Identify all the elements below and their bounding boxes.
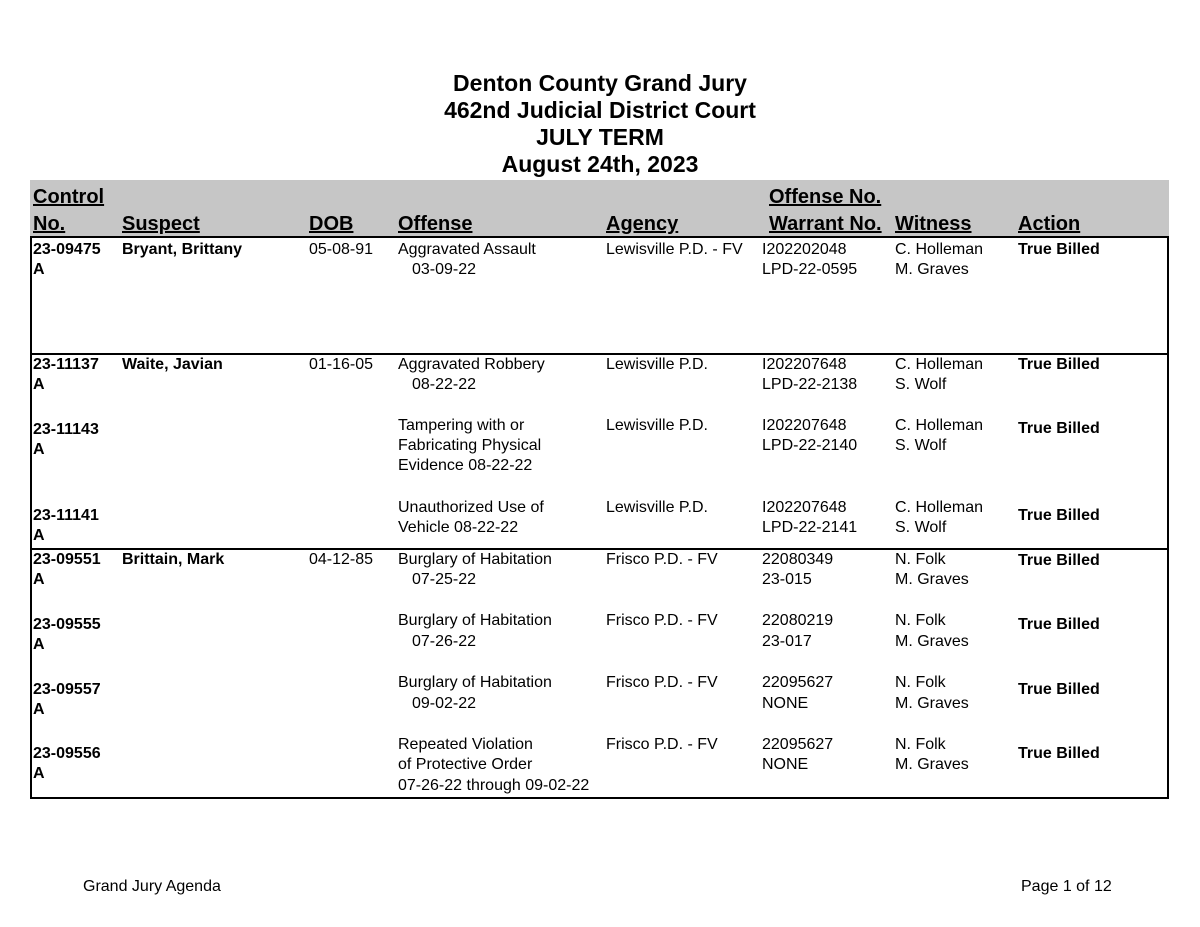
offense-line: Fabricating Physical: [398, 437, 542, 454]
warrant-number: LPD-22-2140: [762, 437, 858, 454]
action-status: True Billed: [1018, 681, 1100, 698]
offense-date: 08-22-22: [412, 376, 477, 393]
footer-agenda-label: Grand Jury Agenda: [83, 878, 221, 895]
offense-number: I202207648: [762, 356, 847, 373]
control-number: 23-09556: [33, 745, 101, 762]
title-line-term: JULY TERM: [536, 124, 664, 150]
witness: M. Graves: [895, 571, 969, 588]
control-suffix: A: [33, 765, 45, 782]
control-number: 23-11143: [33, 421, 99, 438]
witness: N. Folk: [895, 736, 946, 753]
warrant-number: 23-017: [762, 633, 812, 650]
offense-date: 07-26-22: [412, 633, 477, 650]
dob: 05-08-91: [309, 241, 374, 258]
agency: Lewisville P.D.: [606, 356, 708, 373]
agency: Lewisville P.D. - FV: [606, 241, 743, 258]
witness: S. Wolf: [895, 519, 947, 536]
table-header: [30, 180, 1169, 237]
control-suffix: A: [33, 701, 45, 718]
witness: M. Graves: [895, 633, 969, 650]
header-agency: Agency: [606, 213, 679, 235]
offense-line: Evidence 08-22-22: [398, 457, 533, 474]
offense-number: I202207648: [762, 417, 847, 434]
warrant-number: LPD-22-2141: [762, 519, 858, 536]
title-line-county: Denton County Grand Jury: [453, 70, 747, 96]
control-suffix: A: [33, 636, 45, 653]
agency: Frisco P.D. - FV: [606, 674, 718, 691]
offense-number: 22095627: [762, 674, 834, 691]
control-number: 23-09475: [33, 241, 101, 258]
agency: Lewisville P.D.: [606, 417, 708, 434]
action-status: True Billed: [1018, 507, 1100, 524]
warrant-number: LPD-22-2138: [762, 376, 858, 393]
suspect-name: Brittain, Mark: [122, 551, 225, 568]
witness: C. Holleman: [895, 356, 984, 373]
header-control-line2: No.: [33, 213, 66, 235]
action-status: True Billed: [1018, 616, 1100, 633]
offense-number: I202207648: [762, 499, 847, 516]
control-suffix: A: [33, 376, 45, 393]
dob: 01-16-05: [309, 356, 374, 373]
offense-line: of Protective Order: [398, 756, 533, 773]
offense-line: Burglary of Habitation: [398, 612, 552, 629]
warrant-number: NONE: [762, 695, 809, 712]
offense-line: Tampering with or: [398, 417, 525, 434]
control-suffix: A: [33, 261, 45, 278]
offense-date: 03-09-22: [412, 261, 477, 278]
offense-number: 22095627: [762, 736, 834, 753]
warrant-number: NONE: [762, 756, 809, 773]
offense-line: Aggravated Assault: [398, 241, 536, 258]
header-warrant-no: Warrant No.: [769, 213, 882, 235]
offense-line: Repeated Violation: [398, 736, 533, 753]
offense-number: 22080349: [762, 551, 834, 568]
offense-line: 07-26-22 through 09-02-22: [398, 777, 590, 794]
agency: Frisco P.D. - FV: [606, 612, 718, 629]
offense-line: Aggravated Robbery: [398, 356, 545, 373]
header-action: Action: [1018, 213, 1081, 235]
document-title: [0, 70, 1200, 178]
witness: N. Folk: [895, 551, 946, 568]
offense-line: Unauthorized Use of: [398, 499, 544, 516]
witness: N. Folk: [895, 674, 946, 691]
witness: N. Folk: [895, 612, 946, 629]
control-suffix: A: [33, 441, 45, 458]
header-control-line1: Control: [33, 186, 105, 208]
control-suffix: A: [33, 571, 45, 588]
witness: S. Wolf: [895, 376, 947, 393]
offense-number: 22080219: [762, 612, 834, 629]
witness: M. Graves: [895, 261, 969, 278]
header-suspect: Suspect: [122, 213, 200, 235]
action-status: True Billed: [1018, 356, 1100, 373]
warrant-number: 23-015: [762, 571, 812, 588]
control-number: 23-11137: [33, 356, 99, 373]
offense-line: Burglary of Habitation: [398, 674, 552, 691]
witness: M. Graves: [895, 756, 969, 773]
warrant-number: LPD-22-0595: [762, 261, 858, 278]
suspect-name: Bryant, Brittany: [122, 241, 243, 258]
control-number: 23-09551: [33, 551, 101, 568]
offense-number: I202202048: [762, 241, 847, 258]
control-number: 23-11141: [33, 507, 99, 524]
control-number: 23-09557: [33, 681, 101, 698]
indictment-table: [30, 236, 1169, 799]
header-dob: DOB: [309, 213, 354, 235]
offense-date: 09-02-22: [412, 695, 477, 712]
witness: C. Holleman: [895, 241, 984, 258]
footer-page-number: Page 1 of 12: [1021, 878, 1112, 895]
action-status: True Billed: [1018, 241, 1100, 258]
witness: C. Holleman: [895, 417, 984, 434]
offense-line: Burglary of Habitation: [398, 551, 552, 568]
offense-date: 07-25-22: [412, 571, 477, 588]
action-status: True Billed: [1018, 745, 1100, 762]
control-number: 23-09555: [33, 616, 101, 633]
title-line-court: 462nd Judicial District Court: [444, 97, 756, 123]
agency: Frisco P.D. - FV: [606, 736, 718, 753]
header-offense: Offense: [398, 213, 473, 235]
control-suffix: A: [33, 527, 45, 544]
offense-line: Vehicle 08-22-22: [398, 519, 519, 536]
agency: Lewisville P.D.: [606, 499, 708, 516]
dob: 04-12-85: [309, 551, 374, 568]
title-line-date: August 24th, 2023: [501, 151, 699, 177]
action-status: True Billed: [1018, 552, 1100, 569]
witness: S. Wolf: [895, 437, 947, 454]
suspect-name: Waite, Javian: [122, 356, 223, 373]
header-offense-no: Offense No.: [769, 186, 882, 208]
witness: M. Graves: [895, 695, 969, 712]
agency: Frisco P.D. - FV: [606, 551, 718, 568]
witness: C. Holleman: [895, 499, 984, 516]
action-status: True Billed: [1018, 420, 1100, 437]
header-witness: Witness: [895, 213, 972, 235]
